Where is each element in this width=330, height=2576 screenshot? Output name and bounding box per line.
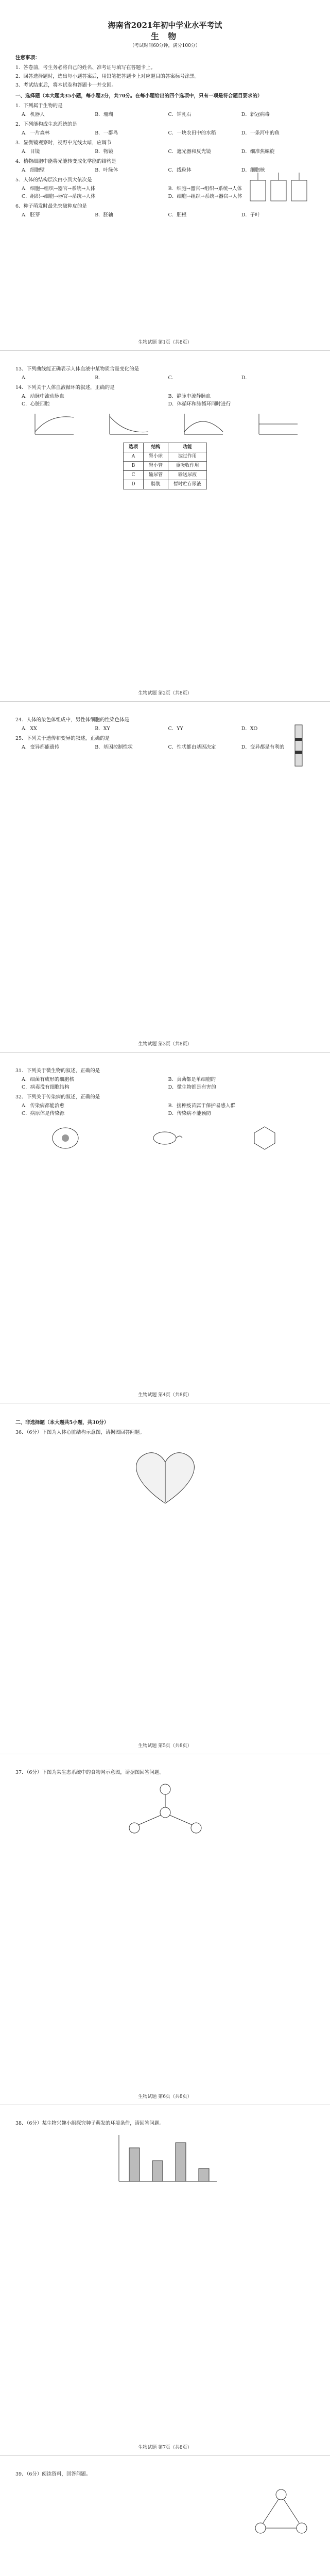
question-stem: 5．人体的结构层次由小到大依次是 — [15, 177, 92, 183]
option-row — [22, 393, 315, 408]
answer-option: C．病毒没有细胞结构 — [22, 1084, 70, 1090]
question-stem: 3．显微镜观察时，视野中光线太暗，应调节 — [15, 140, 112, 146]
answer-option: D．子叶 — [241, 212, 260, 218]
option-row — [22, 129, 315, 137]
answer-option: D．微生物都是有害的 — [168, 1084, 216, 1090]
table-cell: 重吸收作用 — [168, 462, 207, 471]
food-web-icon — [114, 1782, 217, 1838]
bar-figure — [15, 2132, 315, 2192]
answer-option: B．静脉中流静脉血 — [168, 394, 211, 399]
answer-option: C． — [168, 375, 177, 381]
answer-option: C．钟乳石 — [168, 112, 192, 117]
answer-option: D．细胞核 — [241, 167, 265, 173]
question-stem: 24．人体的染色体组成中，男性体细胞的性染色体是 — [15, 717, 130, 723]
table-header-cell: 结构 — [143, 443, 168, 452]
answer-option: C．一块农田中的水稻 — [168, 130, 216, 136]
exam-page-4 — [0, 1053, 330, 1403]
answer-option: A．胚芽 — [22, 212, 40, 218]
answer-option: A．细胞壁 — [22, 167, 45, 173]
page-footer: 生物试题 第6页（共8页） — [138, 2094, 192, 2099]
answer-option: A．细菌有成形的细胞核 — [22, 1077, 74, 1082]
table-cell: 暂时贮存尿液 — [168, 480, 207, 489]
page-footer: 生物试题 第7页（共8页） — [138, 2445, 192, 2450]
section-heading: 二、非选择题（本大题共5小题，共30分） — [15, 1420, 109, 1426]
question-list — [15, 365, 315, 408]
answer-option: C．遮光器和反光镜 — [168, 149, 211, 155]
answer-option: C．线粒体 — [168, 167, 192, 173]
table-cell: 滤过作用 — [168, 452, 207, 462]
question-stem: 4．植物细胞中能将光能转变成化学能的结构是 — [15, 159, 117, 164]
answer-option: B．基因控制性状 — [95, 744, 133, 750]
curve-chart-icon — [105, 411, 151, 439]
answer-option: D．体循环和肺循环同时进行 — [168, 401, 231, 407]
table-header-cell: 选项 — [123, 443, 143, 452]
answer-option: C．病原体是传染源 — [22, 1111, 65, 1116]
notice-item: 1．答卷前，考生务必将自己的姓名、准考证号填写在答题卡上。 — [15, 65, 156, 71]
answer-option: B．珊瑚 — [95, 112, 113, 117]
exam-note: （考试时间60分钟，满分100分） — [130, 43, 200, 48]
question-stem: 39．（6分）阅读资料，回答问题。 — [15, 2471, 91, 2477]
virus-icon — [247, 1123, 283, 1154]
answer-option: B．胚轴 — [95, 212, 113, 218]
exam-subject: 生 物 — [150, 31, 180, 41]
exam-page-5 — [0, 1403, 330, 1754]
exam-page-3 — [0, 702, 330, 1052]
answer-option: A．动脉中流动脉血 — [22, 394, 64, 399]
exam-page-2 — [0, 351, 330, 701]
food-web-figure — [15, 1782, 315, 1841]
question-stem: 37．（6分）下图为某生态系统中的食物网示意图，请据图回答问题。 — [15, 1770, 164, 1775]
answer-option: C．组织→细胞→器官→系统→人体 — [22, 194, 96, 199]
exam-page-6 — [0, 1754, 330, 2105]
table-cell: 输送尿液 — [168, 471, 207, 480]
question-stem: 36．（6分）下图为人体心脏结构示意图，请据图回答问题。 — [15, 1430, 145, 1435]
bacterium-icon — [147, 1123, 183, 1154]
answer-option: A．一片森林 — [22, 130, 50, 136]
answer-option: C．性状都由基因决定 — [168, 744, 216, 750]
cell-icon — [47, 1123, 83, 1154]
exam-page-8 — [0, 2456, 330, 2576]
table-row — [123, 452, 206, 462]
cycle-figure — [253, 2487, 309, 2541]
answer-option: A．XX — [22, 726, 37, 732]
heart-figure — [15, 1442, 315, 1511]
exam-title: 海南省2021年初中学业水平考试 — [108, 21, 222, 30]
answer-option: C．心脏四腔 — [22, 401, 50, 407]
question-stem: 38．（6分）某生物兴趣小组探究种子萌发的环境条件，请回答问题。 — [15, 2121, 164, 2126]
page-footer: 生物试题 第2页（共8页） — [138, 691, 192, 696]
question-stem: 14．下列关于人体血液循环的叙述，正确的是 — [15, 385, 115, 391]
table-cell: 肾小球 — [143, 452, 168, 462]
notice-heading: 注意事项： — [15, 55, 40, 61]
table-cell: D — [123, 480, 143, 489]
question-stem: 6．种子萌发时最先突破种皮的是 — [15, 204, 88, 209]
table-cell: C — [123, 471, 143, 480]
page-footer: 生物试题 第5页（共8页） — [138, 1743, 192, 1749]
microbe-figures — [15, 1123, 315, 1154]
option-row — [22, 743, 315, 751]
answer-option: A．机器人 — [22, 112, 45, 117]
table-row — [123, 480, 206, 489]
answer-option: B．接种疫苗属于保护易感人群 — [168, 1103, 235, 1109]
page-footer: 生物试题 第3页（共8页） — [138, 1042, 192, 1047]
table-row — [123, 462, 206, 471]
answer-option: C．胚根 — [168, 212, 187, 218]
bar-chart-icon — [109, 2132, 222, 2189]
table-cell: 肾小管 — [143, 462, 168, 471]
answer-option: D．一条河中的鱼 — [241, 130, 280, 136]
notice-item: 2．回答选择题时，选出每小题答案后，用铅笔把答题卡上对应题目的答案标号涂黑。 — [15, 74, 200, 79]
option-row — [22, 725, 315, 733]
page-footer: 生物试题 第1页（共8页） — [138, 340, 192, 345]
answer-option: B．真菌都是单细胞的 — [168, 1077, 216, 1082]
answer-option: D．传染病不能预防 — [168, 1111, 212, 1116]
answer-option: D．细胞→组织→系统→器官→人体 — [168, 194, 242, 199]
answer-option: A．传染病都能治愈 — [22, 1103, 64, 1109]
answer-option: A． — [22, 375, 30, 381]
option-row — [22, 374, 315, 382]
curve-chart-icon — [179, 411, 225, 439]
figure-chromosome — [289, 722, 309, 771]
answer-option: D．XO — [241, 726, 258, 732]
question-list — [15, 716, 315, 751]
curve-chart-icon — [30, 411, 76, 439]
question-stem: 32．下列关于传染病的叙述，正确的是 — [15, 1094, 100, 1100]
table-cell: B — [123, 462, 143, 471]
table-cell: 输尿管 — [143, 471, 168, 480]
question-stem: 25．下列关于遗传和变异的叙述，正确的是 — [15, 736, 110, 741]
answer-option: B．细胞→器官→组织→系统→人体 — [168, 186, 242, 192]
question-stem: 13．下列曲线能正确表示人体血液中某物质含量变化的是 — [15, 366, 140, 372]
answer-option: B．一群鸟 — [95, 130, 118, 136]
table-cell: A — [123, 452, 143, 462]
answer-option: A．目镜 — [22, 149, 40, 155]
heart-icon — [124, 1442, 206, 1509]
answer-option: B．物镜 — [95, 149, 113, 155]
page-footer: 生物试题 第4页（共8页） — [138, 1393, 192, 1398]
exam-page-7 — [0, 2105, 330, 2455]
curve-figures — [15, 411, 315, 439]
option-row — [22, 148, 315, 156]
table-row — [123, 471, 206, 480]
curve-chart-icon — [254, 411, 300, 439]
option-row — [22, 1102, 315, 1117]
table-cell: 膀胱 — [143, 480, 168, 489]
answer-option: D． — [241, 375, 250, 381]
answer-option: C．YY — [168, 726, 183, 732]
exam-page-1 — [0, 0, 330, 350]
answer-option: D．细准焦螺旋 — [241, 149, 275, 155]
section-heading: 一、选择题（本大题共35小题，每小题2分，共70分。在每小题给出的四个选项中，只有一项是符合题目要求的） — [15, 93, 263, 99]
table-header-cell: 功能 — [168, 443, 207, 452]
answer-option: B．XY — [95, 726, 110, 732]
cycle-icon — [253, 2487, 309, 2538]
answer-option: B．叶绿体 — [95, 167, 118, 173]
option-row — [22, 111, 315, 118]
answer-option: D．新冠病毒 — [241, 112, 270, 117]
apparatus-icon — [248, 170, 309, 206]
chromosome-icon — [289, 722, 309, 769]
figure-apparatus — [248, 170, 309, 209]
question-stem: 1．下列属于生物的是 — [15, 103, 63, 109]
question-stem: 31．下列关于微生物的叙述，正确的是 — [15, 1068, 100, 1074]
question-stem: 2．下列能构成生态系统的是 — [15, 122, 78, 127]
notice-block — [15, 54, 315, 89]
option-row — [22, 1076, 315, 1091]
notice-item: 3．考试结束后，将本试卷和答题卡一并交回。 — [15, 82, 117, 88]
answer-option: D．变异都是有利的 — [241, 744, 285, 750]
answer-option: B． — [95, 375, 103, 381]
option-row — [22, 211, 315, 219]
structure-function-table — [123, 443, 207, 489]
answer-option: A．变异都能遗传 — [22, 744, 60, 750]
answer-option: A．细胞→组织→器官→系统→人体 — [22, 186, 96, 192]
question-list — [15, 1067, 315, 1117]
